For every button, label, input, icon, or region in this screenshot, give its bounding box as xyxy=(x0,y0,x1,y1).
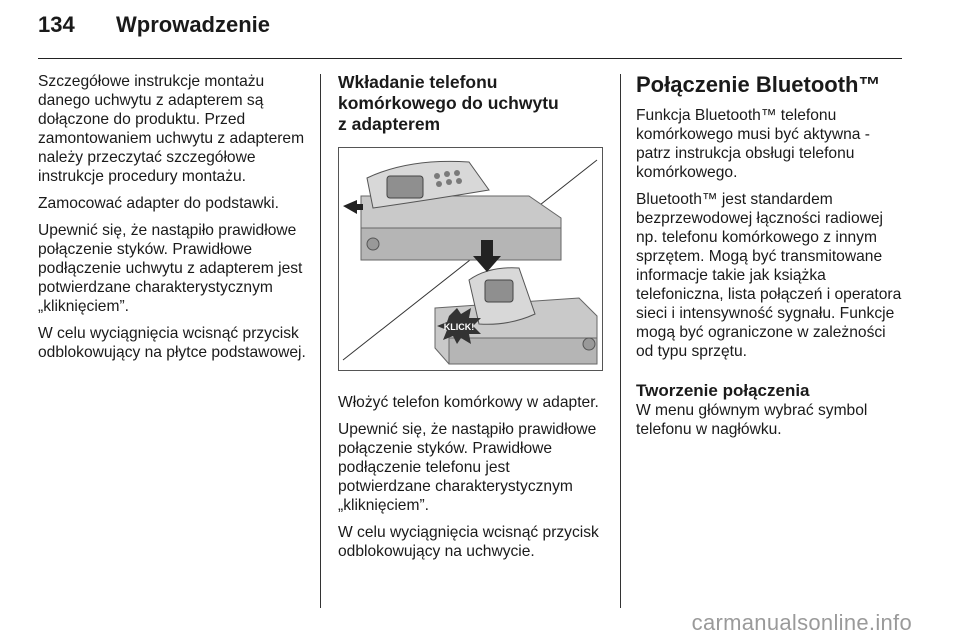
phone-holder-illustration xyxy=(338,147,603,371)
column-middle xyxy=(338,72,606,569)
paragraph-insert-phone: Włożyć telefon komórkowy w adapter. xyxy=(338,394,599,411)
paragraph-bluetooth-active: Funkcja Bluetooth™ telefonu komórkowego musi być aktywna - patrz instrukcja obsługi telefonu komórkowego. xyxy=(636,107,870,181)
column-right xyxy=(636,72,904,447)
header-rule xyxy=(38,58,902,59)
column-divider xyxy=(620,74,621,608)
page-header xyxy=(38,12,270,42)
page-title: Wprowadzenie xyxy=(116,12,271,37)
paragraph-bluetooth-standard: Bluetooth™ jest standardem bezprzewodowej łączności radiowej np. telefonu komórkowego z innym sprzętem. Mogą być transmitowane informacje takie jak książka telefoniczna, lista połączeń i operatora sieci i intensywność sygnału. Funkcje mogą być ograniczone w zależności od typu sprzętu. xyxy=(636,191,902,360)
paragraph-release-base: W celu wyciągnięcia wcisnąć przycisk odblokowujący na płytce podstawowej. xyxy=(38,325,306,361)
paragraph-mounting-instructions: Szczegółowe instrukcje montażu danego uchwytu z adapterem są dołączone do produktu. Przed zamontowaniem uchwytu z adapterem należy przeczytać szczegółowe instrukcje procedury montażu. xyxy=(38,73,305,185)
paragraph-attach-adapter: Zamocować adapter do podstawki. xyxy=(38,195,279,212)
column-divider xyxy=(320,74,321,608)
watermark: carmanualsonline.info xyxy=(691,610,912,635)
paragraph-check-phone-contacts: Upewnić się, że nastąpiło prawidłowe połączenie styków. Prawidłowe podłączenie telefonu jest potwierdzane charakterystycznym „kliknięciem”. xyxy=(338,421,597,514)
column-left xyxy=(38,72,306,370)
section-heading-inserting-phone: Wkładanie telefonu komórkowego do uchwytu z adapterem xyxy=(338,72,559,134)
paragraph-select-phone-symbol: W menu głównym wybrać symbol telefonu w nagłówku. xyxy=(636,402,868,438)
svg-text:KLICK!: KLICK! xyxy=(443,322,475,332)
upper-holder-drawing xyxy=(343,161,561,260)
page-number: 134 xyxy=(38,12,75,37)
section-heading-bluetooth: Połączenie Bluetooth™ xyxy=(636,72,881,97)
paragraph-check-contacts: Upewnić się, że nastąpiło prawidłowe połączenie styków. Prawidłowe podłączenie uchwytu z adapterem jest potwierdzane charakterystycznym „kliknięciem”. xyxy=(38,222,303,315)
paragraph-release-holder: W celu wyciągnięcia wcisnąć przycisk odblokowujący na uchwycie. xyxy=(338,524,599,560)
subheading-create-connection: Tworzenie połączenia xyxy=(636,381,810,400)
